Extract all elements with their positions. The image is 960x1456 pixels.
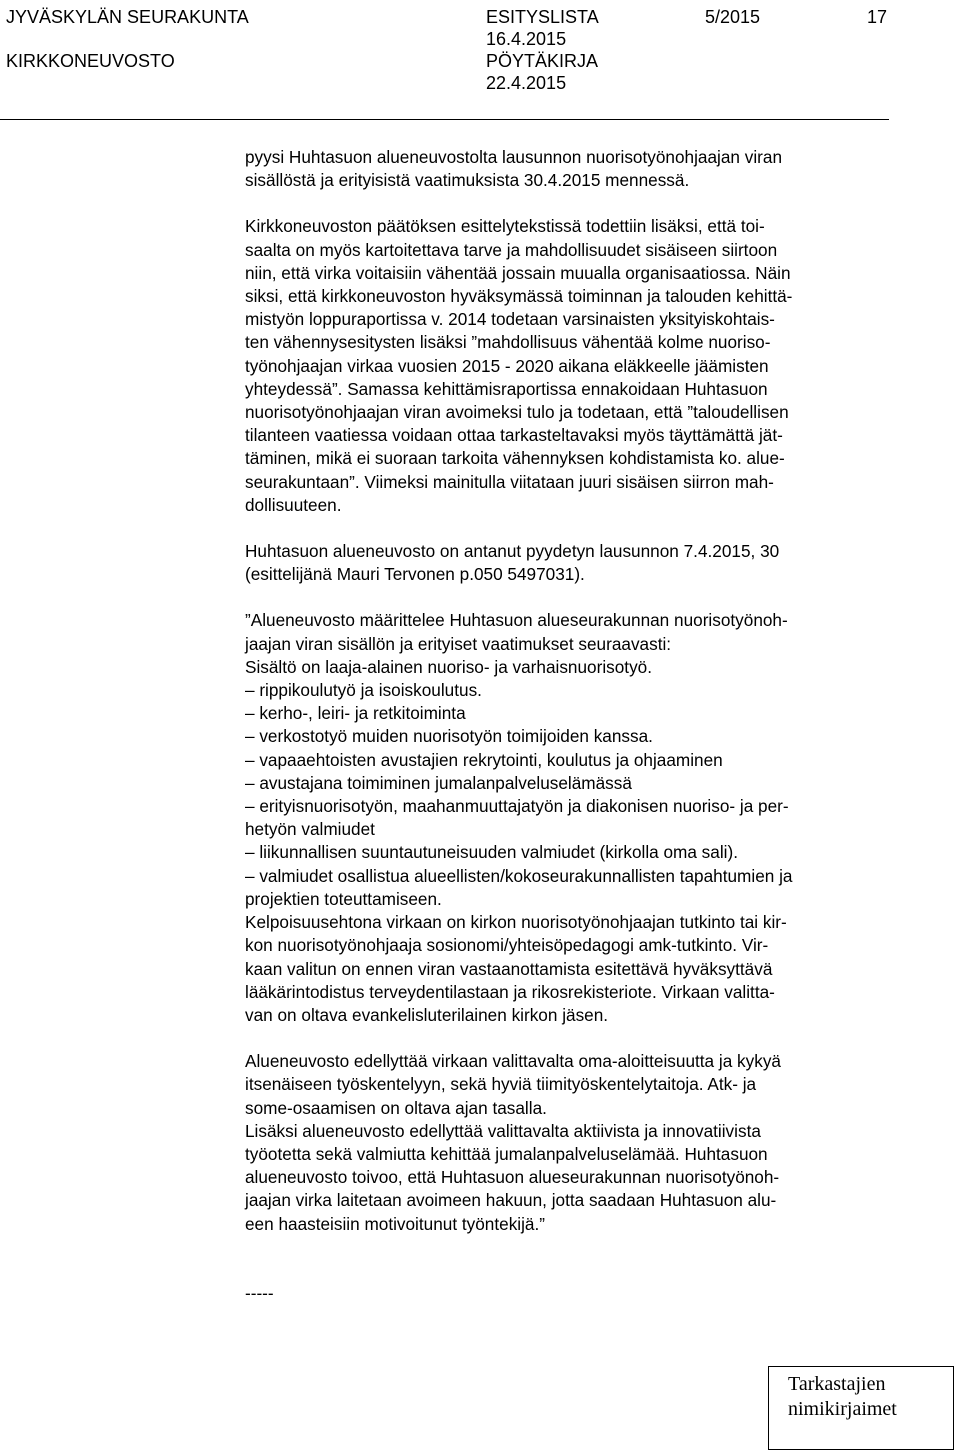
- end-mark: [245, 1282, 895, 1305]
- text-line: een haasteisiin motivoitunut työntekijä.”: [245, 1213, 545, 1234]
- signature-box-label: [788, 1372, 948, 1422]
- text-line: hetyön valmiudet: [245, 819, 375, 840]
- minutes-date: 22.4.2015: [486, 73, 567, 93]
- text-line: sisällöstä ja erityisistä vaatimuksista 30.4.2015 mennessä.: [245, 170, 690, 191]
- text-line: Kelpoisuusehtona virkaan on kirkon nuorisotyönohjaajan tutkinto tai kir-: [245, 912, 787, 933]
- text-line: siksi, että kirkkoneuvoston hyväksymässä toiminnan ja talouden kehittä-: [245, 286, 793, 307]
- text-line: kaan valitun on ennen viran vastaanottamista esitettävä hyväksyttävä: [245, 958, 773, 979]
- text-line: seurakuntaan”. Viimeksi mainitulla viitataan juuri sisäisen siirron mah-: [245, 471, 774, 492]
- body-name: KIRKKONEUVOSTO: [6, 51, 175, 71]
- text-line: jaajan virka laitetaan avoimeen hakuun, jotta saadaan Huhtasuon alu-: [245, 1190, 777, 1211]
- page-number: 17: [867, 7, 888, 27]
- text-line: saalta on myös kartoitettava tarve ja mahdollisuudet sisäiseen siirtoon: [245, 239, 778, 260]
- text-line: tilanteen vaatiessa voidaan ottaa tarkasteltavaksi myös täyttämättä jät-: [245, 425, 783, 446]
- paragraph-quoted-statement: [245, 609, 895, 1027]
- text-line: some-osaamisen on oltava ajan tasalla.: [245, 1097, 547, 1118]
- list-item: – verkostotyö muiden nuorisotyön toimijoiden kanssa.: [245, 726, 653, 747]
- text-line: yhteydessä”. Samassa kehittämisraportissa ennakoidaan Huhtasuon: [245, 378, 768, 399]
- list-item: – valmiudet osallistua alueellisten/kokoseurakunnallisten tapahtumien ja: [245, 865, 793, 886]
- list-item: – erityisnuorisotyön, maahanmuuttajatyön ja diakonisen nuoriso- ja per-: [245, 796, 789, 817]
- text-line: nuorisotyönohjaajan viran avoimeksi tulo ja todetaan, että ”taloudellisen: [245, 402, 789, 423]
- list-item: – liikunnallisen suuntautuneisuuden valmiudet (kirkolla oma sali).: [245, 842, 738, 863]
- text-line: työotetta sekä valmiutta kehittää jumalanpalveluselämää. Huhtasuon: [245, 1143, 768, 1164]
- paragraph-decision-background: [245, 215, 895, 517]
- text-line: dollisuuteen.: [245, 494, 342, 515]
- signature-label-line-2: nimikirjaimet: [788, 1398, 897, 1420]
- header-divider: [0, 119, 889, 120]
- text-line: alueneuvosto toivoo, että Huhtasuon alueseurakunnan nuorisotyönoh-: [245, 1167, 780, 1188]
- text-line: Kirkkoneuvoston päätöksen esittelytekstissä todettiin lisäksi, että toi-: [245, 216, 765, 237]
- meeting-number: 5/2015: [705, 7, 761, 27]
- text-line: jaajan viran sisällön ja erityiset vaatimukset seuraavasti:: [245, 633, 672, 654]
- text-line: (esittelijänä Mauri Tervonen p.050 5497031).: [245, 564, 585, 585]
- text-line: Sisältö on laaja-alainen nuoriso- ja varhaisnuorisotyö.: [245, 656, 653, 677]
- list-item: – rippikoulutyö ja isoiskoulutus.: [245, 680, 482, 701]
- signature-label-line-1: Tarkastajien: [788, 1373, 886, 1395]
- text-line: mistyön loppuraportissa v. 2014 todetaan varsinaisten yksityiskohtais-: [245, 309, 775, 330]
- text-line: Alueneuvosto edellyttää virkaan valittavalta oma-aloitteisuutta ja kykyä: [245, 1051, 781, 1072]
- text-line: van on oltava evankelisluterilainen kirkon jäsen.: [245, 1004, 609, 1025]
- text-line: ten vähennysesitysten lisäksi ”mahdollisuus vähentää kolme nuoriso-: [245, 332, 771, 353]
- text-line: ”Alueneuvosto määrittelee Huhtasuon alueseurakunnan nuorisotyönoh-: [245, 610, 788, 631]
- doc-type-agenda: ESITYSLISTA: [486, 7, 599, 27]
- text-line: Lisäksi alueneuvosto edellyttää valittavalta aktiivista ja innovatiivista: [245, 1120, 761, 1141]
- list-item: – kerho-, leiri- ja retkitoiminta: [245, 703, 466, 724]
- text-line: työnohjaajan virkaa vuosien 2015 - 2020 aikana eläkkeelle jäämisten: [245, 355, 769, 376]
- paragraph-requirements: [245, 1050, 895, 1236]
- paragraph-request: [245, 146, 895, 192]
- text-line: pyysi Huhtasuon alueneuvostolta lausunnon nuorisotyönohjaajan viran: [245, 147, 783, 167]
- end-mark-text: -----: [245, 1282, 274, 1303]
- text-line: lääkärintodistus terveydentilastaan ja rikosrekisteriote. Virkaan valitta-: [245, 981, 775, 1002]
- text-line: niin, että virka voitaisiin vähentää jossain muualla organisaatiossa. Näin: [245, 262, 791, 283]
- document-body: [245, 146, 895, 1305]
- list-item: – vapaaehtoisten avustajien rekrytointi, koulutus ja ohjaaminen: [245, 749, 723, 770]
- text-line: kon nuorisotyönohjaaja sosionomi/yhteisöpedagogi amk-tutkinto. Vir-: [245, 935, 769, 956]
- list-item: – avustajana toimiminen jumalanpalveluselämässä: [245, 772, 632, 793]
- text-line: projektien toteuttamiseen.: [245, 888, 442, 909]
- agenda-date: 16.4.2015: [486, 29, 567, 49]
- text-line: Huhtasuon alueneuvosto on antanut pyydetyn lausunnon 7.4.2015, 30: [245, 541, 780, 562]
- paragraph-statement-given: [245, 540, 895, 586]
- text-line: itsenäiseen työskentelyyn, sekä hyviä tiimityöskentelytaitoja. Atk- ja: [245, 1074, 757, 1095]
- text-line: täminen, mikä ei suoraan tarkoita vähennyksen kohdistamista ko. alue-: [245, 448, 785, 469]
- doc-type-minutes: PÖYTÄKIRJA: [486, 51, 599, 71]
- organization-name: JYVÄSKYLÄN SEURAKUNTA: [6, 7, 249, 27]
